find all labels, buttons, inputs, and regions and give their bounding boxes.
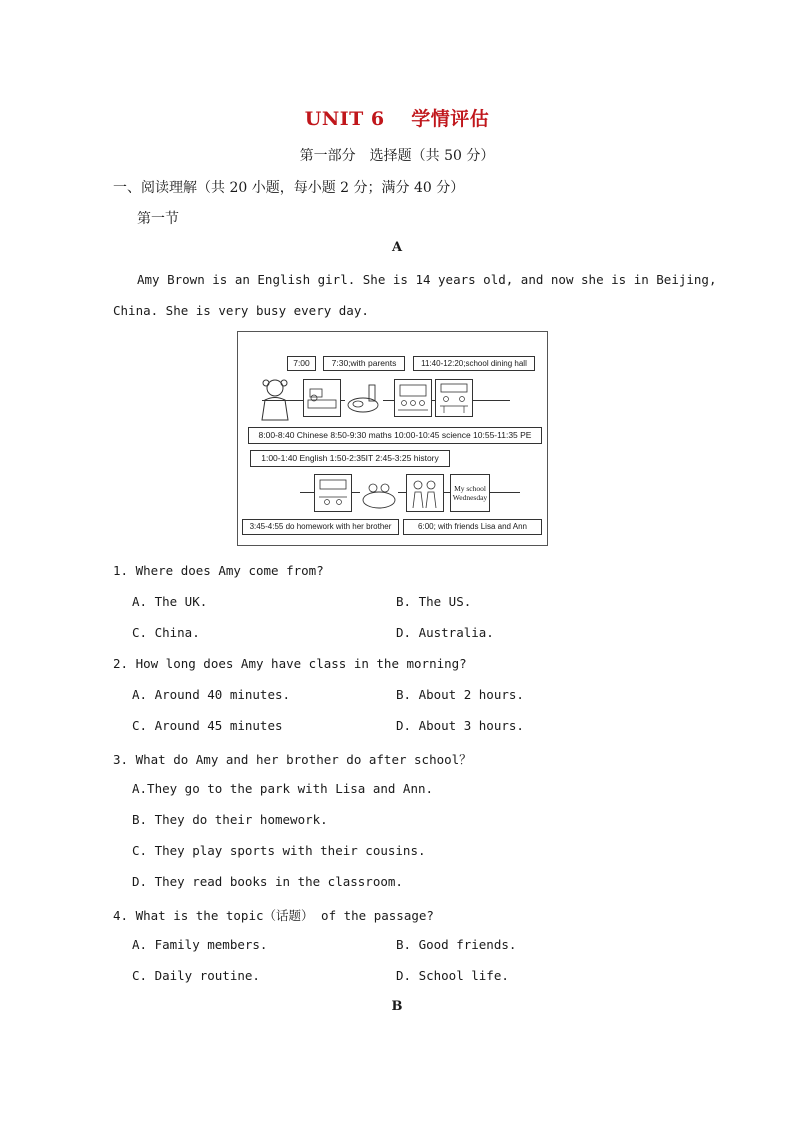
time-label-7-30: 7:30;with parents [323, 356, 405, 371]
question-1-option-d: D. Australia. [396, 625, 494, 640]
part-heading: 第一部分 选择题（共 50 分） [299, 148, 495, 164]
question-1-option-a: A. The UK. [132, 594, 208, 609]
question-3-option-a: A.They go to the park with Lisa and Ann. [132, 781, 434, 796]
passage-a-line-2: China. She is very busy every day. [113, 303, 369, 318]
question-2-option-c: C. Around 45 minutes [132, 718, 283, 733]
subsection-heading: 第一节 [137, 211, 179, 227]
calendar-line-2: Wednesday [452, 493, 488, 502]
passage-a-line-1: Amy Brown is an English girl. She is 14 years old, and now she is in Beijing, [137, 272, 717, 287]
question-3-option-c: C. They play sports with their cousins. [132, 843, 426, 858]
question-3-option-b: B. They do their homework. [132, 812, 328, 827]
question-4-option-d: D. School life. [396, 968, 509, 983]
dining-hall-picture [435, 379, 473, 417]
section-heading: 一、阅读理解（共 20 小题，每小题 2 分；满分 40 分） [113, 180, 465, 196]
homework-picture [314, 474, 352, 512]
girl-illustration [258, 376, 292, 422]
question-1-option-b: B. The US. [396, 594, 472, 609]
calendar-line-1: My school [454, 483, 486, 493]
question-4-stem: 4. What is the topic（话题） of the passage? [113, 908, 434, 923]
question-2-option-a: A. Around 40 minutes. [132, 687, 291, 702]
homework-label: 3:45-4:55 do homework with her brother [242, 519, 399, 535]
time-label-lunch: 11:40-12:20;school dining hall [413, 356, 535, 371]
question-4-option-a: A. Family members. [132, 937, 268, 952]
morning-classes-box: 8:00-8:40 Chinese 8:50-9:30 maths 10:00-10:45 science 10:55-11:35 PE [248, 427, 542, 444]
question-2-stem: 2. How long does Amy have class in the morning? [113, 656, 467, 671]
question-1-stem: 1. Where does Amy come from? [113, 563, 324, 578]
question-3-option-d: D. They read books in the classroom. [132, 874, 403, 889]
afternoon-classes-box: 1:00-1:40 English 1:50-2:35IT 2:45-3:25 history [250, 450, 450, 467]
bed-picture [303, 379, 341, 417]
passage-letter-b: B [391, 999, 403, 1014]
classroom-picture [394, 379, 432, 417]
friends-picture [406, 474, 444, 512]
question-4-option-c: C. Daily routine. [132, 968, 260, 983]
time-label-7-00: 7:00 [287, 356, 316, 371]
schedule-figure [237, 331, 548, 546]
playing-picture [360, 474, 398, 512]
page-title: UNIT 6 学情评估 [304, 108, 490, 130]
friends-label: 6:00; with friends Lisa and Ann [403, 519, 542, 535]
question-4-option-b: B. Good friends. [396, 937, 517, 952]
calendar-box [450, 474, 490, 512]
passage-letter-a: A [391, 240, 403, 255]
question-1-option-c: C. China. [132, 625, 200, 640]
question-2-option-b: B. About 2 hours. [396, 687, 524, 702]
question-3-stem: 3. What do Amy and her brother do after school？ [113, 752, 472, 767]
breakfast-picture [345, 379, 383, 417]
question-2-option-d: D. About 3 hours. [396, 718, 524, 733]
